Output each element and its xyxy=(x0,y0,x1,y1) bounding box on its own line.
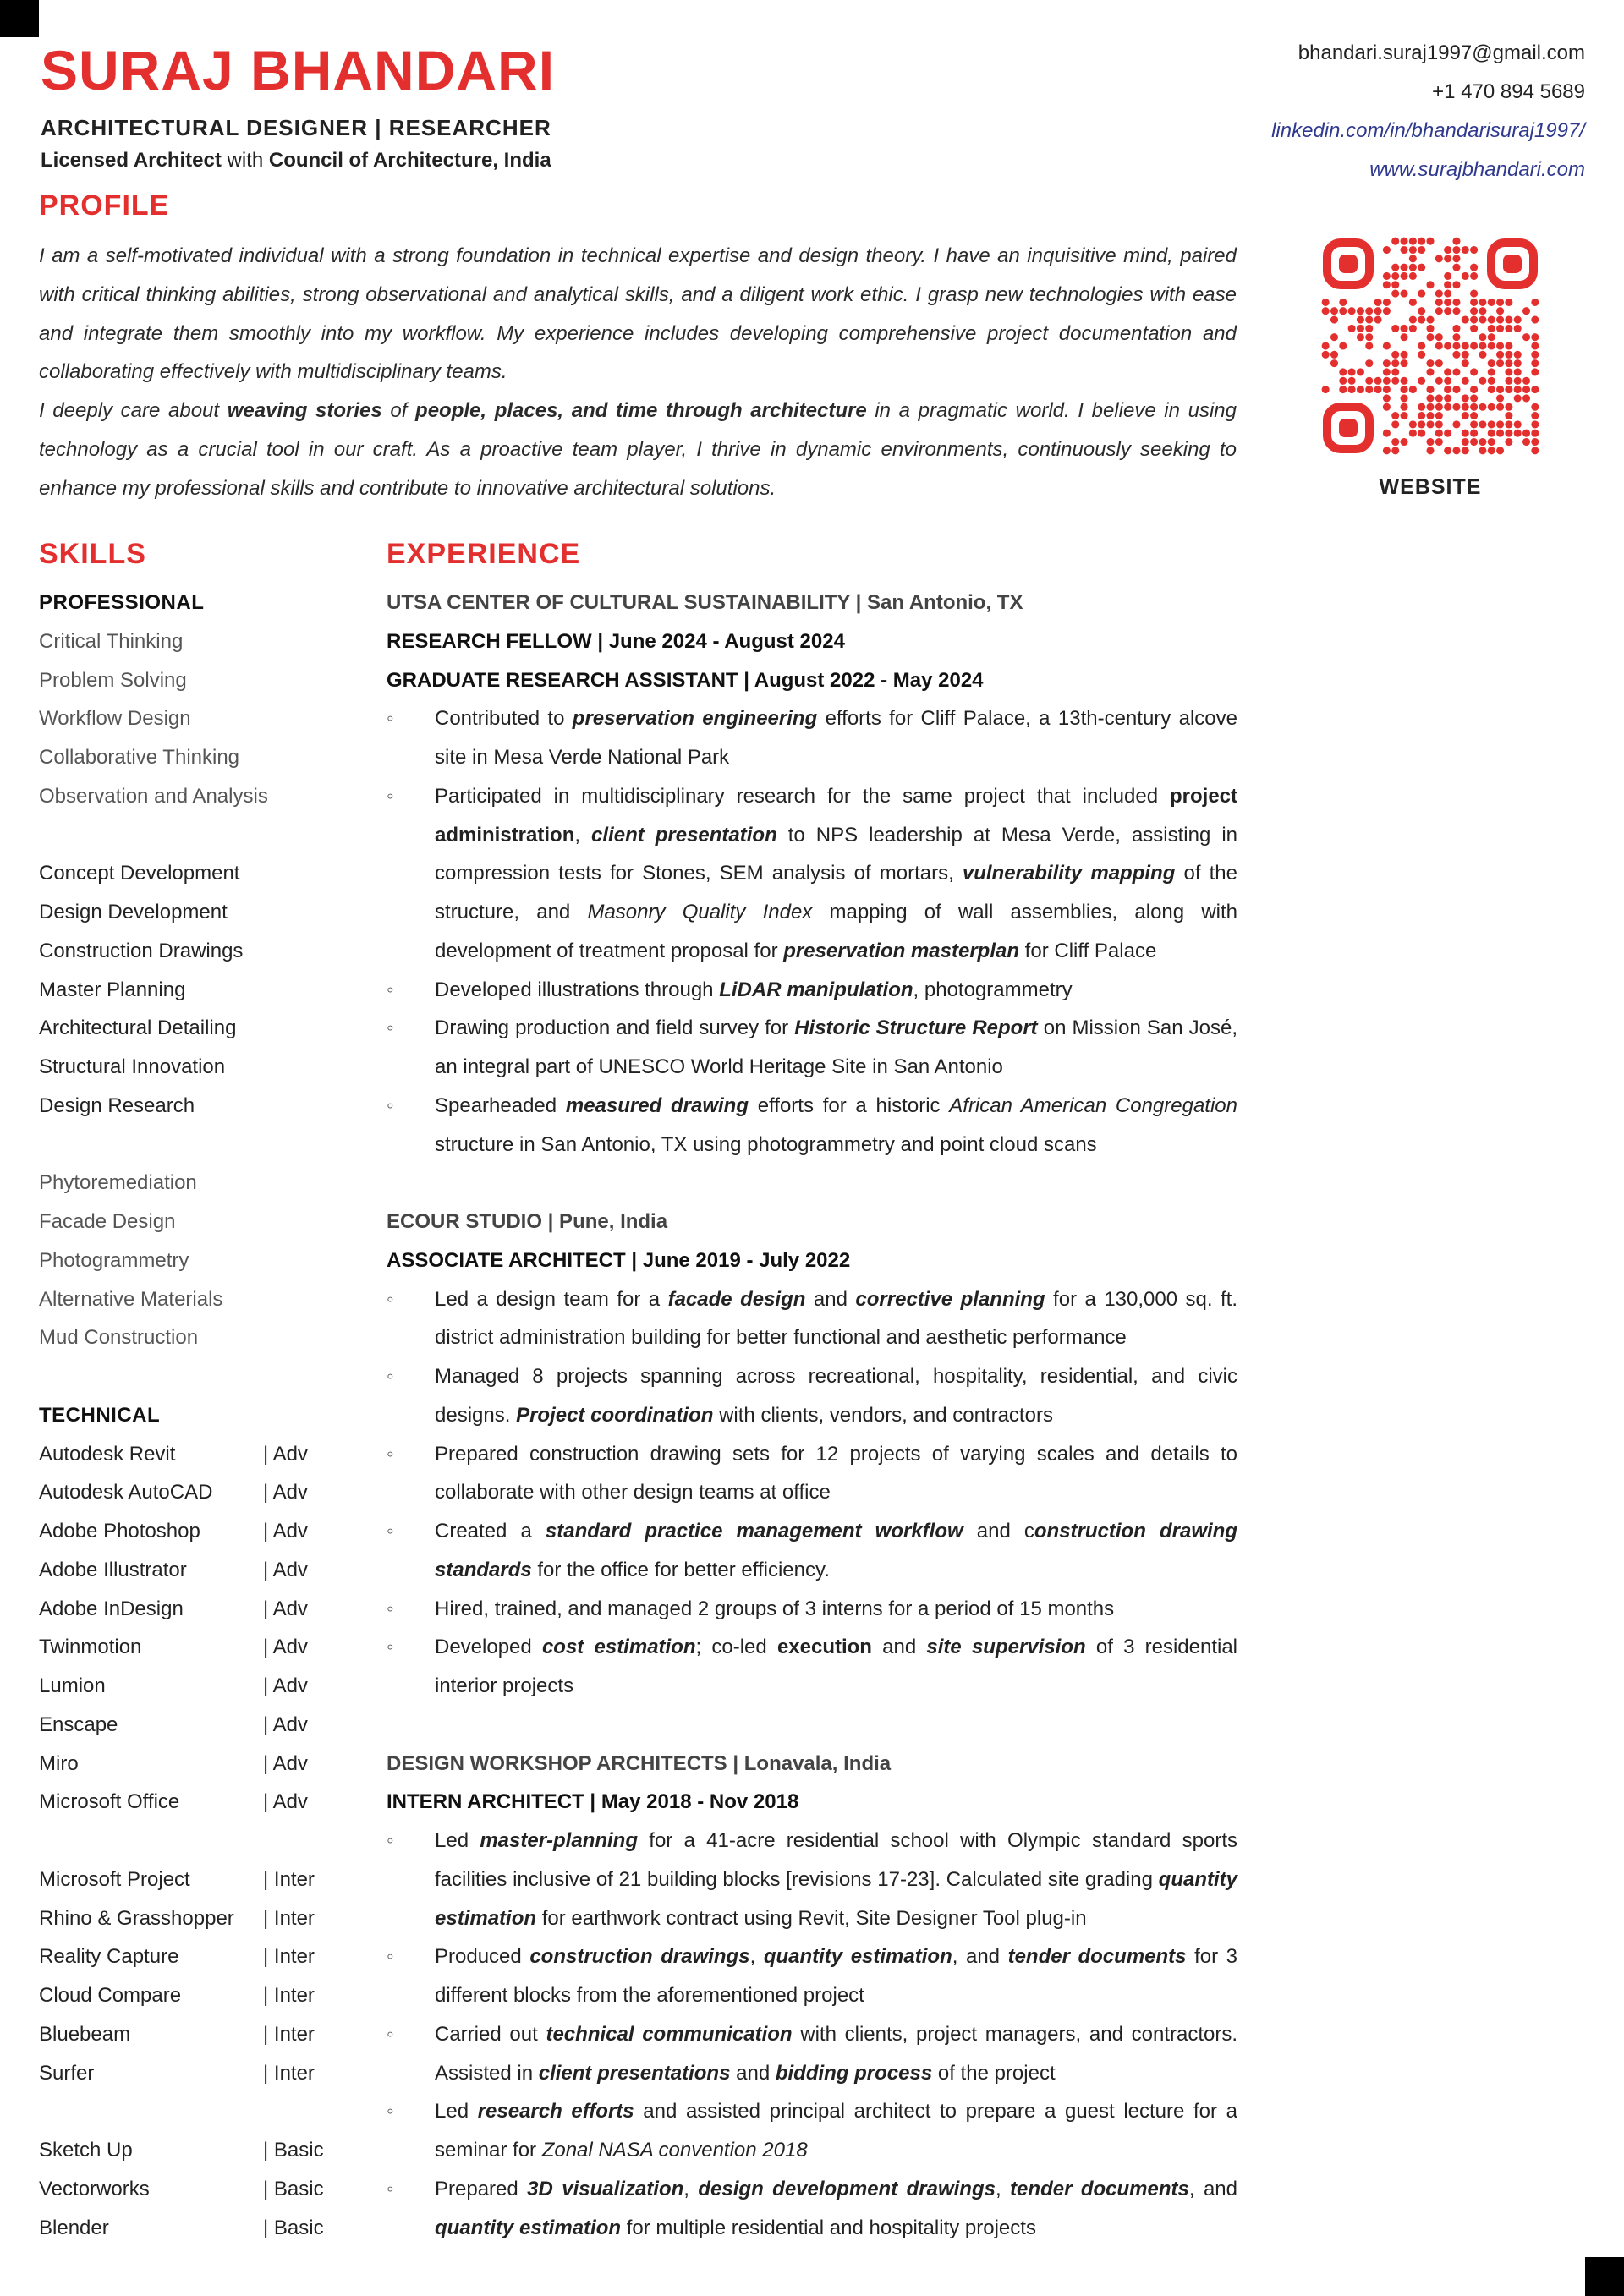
profile-fragment: in a pragmatic world. I believe in using technology as a crucial tool in our craft. As a proactive team player, I thrive in dynamic environments, continuously seeking to enhance my professional skills and contribute to innovative architectural solutions. xyxy=(39,399,1237,500)
tool-name: Rhino & Grasshopper xyxy=(39,1906,234,1930)
tool-level: | Inter xyxy=(263,1984,315,2007)
tool-item xyxy=(39,1706,360,1745)
qr-code-icon[interactable] xyxy=(1321,237,1539,455)
tool-level: | Adv xyxy=(263,1481,308,1504)
tool-level: | Inter xyxy=(263,2061,315,2085)
tool-name: Cloud Compare xyxy=(39,1984,182,2007)
skill-item: Design Development xyxy=(39,901,228,923)
tool-level: | Basic xyxy=(263,2177,324,2200)
experience-bullet: ◦ Created a standard practice management workflow and construction drawing standards for the office for better efficiency. xyxy=(387,1512,1237,1590)
tool-name: Blender xyxy=(39,2216,109,2239)
skill-item: Collaborative Thinking xyxy=(39,746,240,769)
tool-name: Miro xyxy=(39,1751,79,1775)
tool-level: | Adv xyxy=(263,1520,308,1543)
tool-name: Lumion xyxy=(39,1674,106,1697)
experience-bullet: ◦ Developed cost estimation; co-led execution and site supervision of 3 residential interior projects xyxy=(387,1628,1237,1706)
skills-heading: SKILLS xyxy=(39,538,146,570)
tool-name: Reality Capture xyxy=(39,1945,179,1969)
position-line: INTERN ARCHITECT | May 2018 - Nov 2018 xyxy=(387,1790,799,1814)
skill-item: Alternative Materials xyxy=(39,1287,223,1311)
company-line: UTSA CENTER OF CULTURAL SUSTAINABILITY | San Antonio, TX xyxy=(387,591,1023,614)
skill-item: Critical Thinking xyxy=(39,629,184,653)
tool-item xyxy=(39,1590,360,1629)
tool-item xyxy=(39,1435,360,1474)
skills-subheading: PROFESSIONAL xyxy=(39,591,205,614)
tool-level: | Adv xyxy=(263,1751,308,1775)
skills-list xyxy=(39,584,360,2247)
company-line: DESIGN WORKSHOP ARCHITECTS | Lonavala, India xyxy=(387,1751,892,1775)
tool-name: Bluebeam xyxy=(39,2022,131,2046)
tool-item xyxy=(39,1783,360,1822)
tool-item xyxy=(39,2209,360,2248)
tool-name: Sketch Up xyxy=(39,2139,133,2162)
tool-name: Microsoft Office xyxy=(39,1790,180,1814)
tool-name: Enscape xyxy=(39,1712,118,1736)
profile-fragment: I deeply care about xyxy=(39,399,228,423)
tool-item xyxy=(39,1899,360,1938)
experience-bullet: ◦ Carried out technical communication with clients, project managers, and contractors. Assisted in client presentations and bidding process of the project xyxy=(387,2015,1237,2093)
skill-item: Problem Solving xyxy=(39,668,187,692)
license-body: Council of Architecture, India xyxy=(268,149,551,172)
position-line: GRADUATE RESEARCH ASSISTANT | August 2022 - May 2024 xyxy=(387,668,984,692)
license-connector: with xyxy=(221,149,269,172)
corner-mark xyxy=(0,0,39,37)
skill-item: Workflow Design xyxy=(39,707,191,731)
tool-level: | Adv xyxy=(263,1558,308,1581)
qr-label: WEBSITE xyxy=(1379,475,1482,499)
profile-paragraph: I am a self-motivated individual with a strong foundation in technical expertise and design theory. I have an inquisitive mind, paired with critical thinking abilities, strong observational and analytical skills, and a diligent work ethic. I grasp new technologies with ease and integrate them smoothly into my workflow. My experience includes developing comprehensive project documentation and collaborating effectively with multidisciplinary teams. xyxy=(39,244,1237,384)
profile-fragment: of xyxy=(381,399,416,423)
tool-level: | Inter xyxy=(263,2022,315,2046)
profile-emphasis: weaving stories xyxy=(227,399,382,423)
tool-item xyxy=(39,1551,360,1590)
tool-name: Surfer xyxy=(39,2061,95,2085)
linkedin-link[interactable]: linkedin.com/in/bhandarisuraj1997/ xyxy=(1271,119,1585,142)
tool-name: Autodesk AutoCAD xyxy=(39,1481,213,1504)
profile-emphasis: people, places, and time through architecture xyxy=(415,399,867,423)
tool-item xyxy=(39,1745,360,1784)
experience-bullet: ◦ Contributed to preservation engineering efforts for Cliff Palace, a 13th-century alcove site in Mesa Verde National Park xyxy=(387,699,1237,777)
experience-bullet: ◦ Prepared construction drawing sets for 12 projects of varying scales and details to collaborate with other design teams at office xyxy=(387,1435,1237,1513)
tool-level: | Adv xyxy=(263,1712,308,1736)
tool-item xyxy=(39,2015,360,2054)
license-label: Licensed Architect xyxy=(41,149,222,172)
skill-item: Construction Drawings xyxy=(39,939,244,962)
tool-level: | Adv xyxy=(263,1636,308,1659)
experience-bullet: ◦ Participated in multidisciplinary research for the same project that included project administration, client presentation to NPS leadership at Mesa Verde, assisting in compression tests for Stones, SEM analysis of mortars, vulnerability mapping of the structure, and Masonry Quality Index mapping of wall assemblies, along with development of treatment proposal for preservation masterplan for Cliff Palace xyxy=(387,777,1237,971)
skills-subheading: TECHNICAL xyxy=(39,1403,161,1427)
experience-bullet: ◦ Led research efforts and assisted principal architect to prepare a guest lecture for a seminar for Zonal NASA convention 2018 xyxy=(387,2092,1237,2170)
tool-item xyxy=(39,2054,360,2093)
phone[interactable]: +1 470 894 5689 xyxy=(1432,80,1585,103)
profile-paragraph xyxy=(39,392,1237,507)
tool-level: | Inter xyxy=(263,1945,315,1969)
tool-name: Adobe InDesign xyxy=(39,1597,184,1620)
experience-heading: EXPERIENCE xyxy=(387,538,581,570)
profile-heading: PROFILE xyxy=(39,189,170,222)
tool-item xyxy=(39,2170,360,2209)
profile-text xyxy=(39,237,1237,508)
tool-item xyxy=(39,1976,360,2015)
tool-item xyxy=(39,1473,360,1512)
tool-level: | Adv xyxy=(263,1597,308,1620)
tool-name: Vectorworks xyxy=(39,2177,150,2200)
skill-item: Facade Design xyxy=(39,1210,176,1233)
skill-item: Observation and Analysis xyxy=(39,784,268,808)
website-link[interactable]: www.surajbhandari.com xyxy=(1369,158,1585,181)
corner-mark xyxy=(1585,2257,1624,2296)
skill-item: Phytoremediation xyxy=(39,1171,197,1195)
skill-item: Design Research xyxy=(39,1093,195,1117)
position-line: RESEARCH FELLOW | June 2024 - August 2024 xyxy=(387,629,845,653)
experience-bullet: ◦ Hired, trained, and managed 2 groups of 3 interns for a period of 15 months xyxy=(387,1590,1237,1629)
role-title: ARCHITECTURAL DESIGNER | RESEARCHER xyxy=(41,115,551,140)
license-line xyxy=(41,149,551,173)
tool-item xyxy=(39,1512,360,1551)
tool-item xyxy=(39,1937,360,1976)
tool-item xyxy=(39,1860,360,1899)
tool-name: Microsoft Project xyxy=(39,1867,190,1891)
skill-item: Architectural Detailing xyxy=(39,1016,237,1040)
skill-item: Master Planning xyxy=(39,978,186,1001)
company-line: ECOUR STUDIO | Pune, India xyxy=(387,1210,668,1233)
skill-item: Concept Development xyxy=(39,862,240,885)
skill-item: Structural Innovation xyxy=(39,1055,226,1078)
experience-bullet: ◦ Produced construction drawings, quantity estimation, and tender documents for 3 different blocks from the aforementioned project xyxy=(387,1937,1237,2015)
skill-item: Photogrammetry xyxy=(39,1248,189,1272)
tool-level: | Basic xyxy=(263,2139,324,2162)
experience-bullet: ◦ Drawing production and field survey for Historic Structure Report on Mission San José, an integral part of UNESCO World Heritage Site in San Antonio xyxy=(387,1009,1237,1087)
tool-item xyxy=(39,1667,360,1706)
tool-level: | Adv xyxy=(263,1674,308,1697)
tool-level: | Adv xyxy=(263,1790,308,1814)
tool-level: | Inter xyxy=(263,1867,315,1891)
position-line: ASSOCIATE ARCHITECT | June 2019 - July 2022 xyxy=(387,1248,851,1272)
experience-bullet: ◦ Developed illustrations through LiDAR manipulation, photogrammetry xyxy=(387,971,1237,1010)
candidate-name: SURAJ BHANDARI xyxy=(41,39,556,101)
tool-item xyxy=(39,1628,360,1667)
tool-level: | Basic xyxy=(263,2216,324,2239)
experience-bullet: ◦ Prepared 3D visualization, design development drawings, tender documents, and quantity estimation for multiple residential and hospitality projects xyxy=(387,2170,1237,2248)
experience-bullet: ◦ Spearheaded measured drawing efforts for a historic African American Congregation structure in San Antonio, TX using photogrammetry and point cloud scans xyxy=(387,1087,1237,1164)
tool-name: Adobe Photoshop xyxy=(39,1520,200,1543)
experience-bullet: ◦ Led a design team for a facade design and corrective planning for a 130,000 sq. ft. district administration building for better functional and aesthetic performance xyxy=(387,1280,1237,1358)
experience-bullet: ◦ Led master-planning for a 41-acre residential school with Olympic standard sports facilities inclusive of 21 building blocks [revisions 17-23]. Calculated site grading quantity estimation for earthwork contract using Revit, Site Designer Tool plug-in xyxy=(387,1822,1237,1937)
experience-list xyxy=(387,584,1237,2247)
tool-name: Autodesk Revit xyxy=(39,1442,176,1466)
tool-name: Twinmotion xyxy=(39,1636,142,1659)
experience-bullet: ◦ Managed 8 projects spanning across recreational, hospitality, residential, and civic designs. Project coordination with clients, vendors, and contractors xyxy=(387,1357,1237,1435)
contact-block xyxy=(1271,34,1585,189)
email[interactable]: bhandari.suraj1997@gmail.com xyxy=(1298,41,1585,64)
tool-name: Adobe Illustrator xyxy=(39,1558,187,1581)
skill-item: Mud Construction xyxy=(39,1326,199,1350)
tool-item xyxy=(39,2131,360,2170)
tool-level: | Inter xyxy=(263,1906,315,1930)
tool-level: | Adv xyxy=(263,1442,308,1466)
